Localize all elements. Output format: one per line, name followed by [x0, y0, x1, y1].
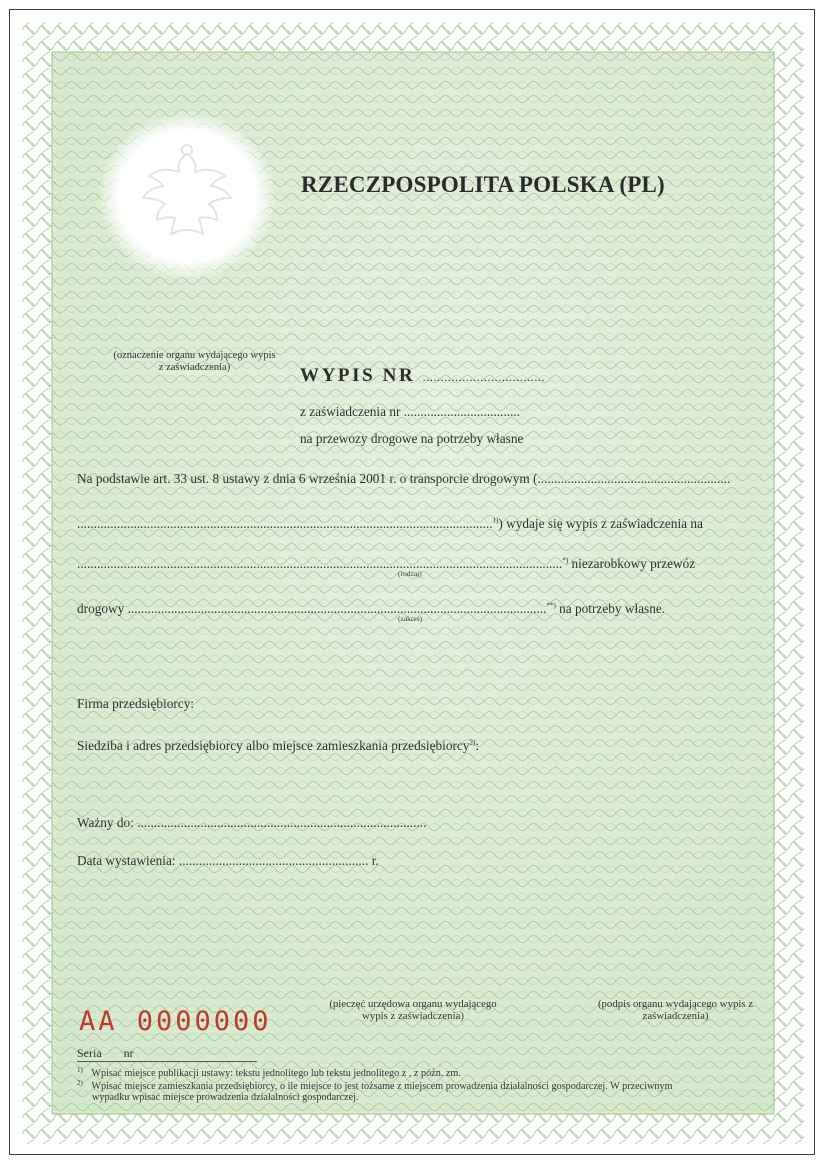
- number-label: nr: [123, 1046, 134, 1060]
- scope-dots: ..............................................................................................................................: [127, 601, 547, 616]
- transport-type-text: niezarobkowy przewóz: [568, 556, 696, 571]
- stamp-note: (pieczęć urzędowa organu wydającego wypis z zaświadczenia): [329, 998, 497, 1022]
- transport-type-dots: ..................................................................................................................................................: [77, 556, 563, 571]
- footnote-ref-1: 1): [492, 516, 499, 525]
- certificate-number-line: z zaświadczenia nr ...................................: [300, 404, 521, 419]
- signature-note: (podpis organu wydającego wypis z zaświadczenia): [597, 998, 754, 1022]
- address-colon: :: [475, 738, 480, 753]
- issuer-note: (oznaczenie organu wydającego wypis z zaświadczenia): [113, 350, 276, 373]
- series-label: Seria: [77, 1046, 102, 1060]
- footnote-2: [77, 1079, 673, 1092]
- eagle-emblem-icon: [98, 112, 276, 280]
- wypis-number-field: ..................................: [422, 370, 546, 384]
- footnote-1: [77, 1066, 461, 1079]
- transport-type-line: [77, 556, 695, 572]
- address-text: Siedziba i adres przedsiębiorcy albo miejsce zamieszkania przedsiębiorcy: [77, 738, 470, 753]
- scope-line: [77, 601, 665, 617]
- footnote-1-text: Wpisać miejsce publikacji ustawy: tekstu jednolitego lub tekstu jednolitego z , z późn. zm.: [91, 1068, 461, 1080]
- company-name-label: Firma przedsiębiorcy:: [77, 696, 195, 711]
- asterisk-ref: *): [562, 556, 569, 565]
- valid-until-field: Ważny do: .......................................................................................: [77, 815, 427, 830]
- scope-text: na potrzeby własne.: [555, 601, 666, 616]
- footnote-2-continued: wypadku wpisać miejsce prowadzenia działalności gospodarczej.: [92, 1092, 359, 1103]
- purpose-line: na przewozy drogowe na potrzeby własne: [300, 431, 524, 446]
- series-line: [77, 1046, 134, 1061]
- serial-number: AA 0000000: [79, 1006, 272, 1037]
- legal-basis-line: Na podstawie art. 33 ust. 8 ustawy z dnia 6 września 2001 r. o transporcie drogowym (..........................................................: [77, 471, 731, 486]
- footnote-2-text: Wpisać miejsce zamieszkania przedsiębiorcy, o ile miejsce to jest tożsame z miejscem prowadzenia działalności gospodarczej. W przeciwnym: [91, 1081, 673, 1093]
- double-asterisk-ref: **): [546, 601, 556, 610]
- zakres-caption: (zakres): [398, 614, 423, 623]
- footnote-2-mark: 2): [77, 1079, 83, 1087]
- wypis-label: WYPIS NR: [300, 365, 416, 386]
- page-title: RZECZPOSPOLITA POLSKA (PL): [301, 172, 665, 197]
- footnote-ref-2: 2): [469, 738, 476, 747]
- issuance-text: ) wydaje się wypis z zaświadczenia na: [498, 516, 703, 531]
- scope-start: drogowy: [77, 601, 128, 616]
- rodzaj-caption: (rodzaj): [398, 569, 422, 578]
- issuance-dots: .............................................................................................................................: [77, 516, 493, 531]
- wypis-heading: [300, 365, 545, 387]
- footnote-1-mark: 1): [77, 1066, 83, 1074]
- address-label: [77, 738, 479, 754]
- series-underline: [77, 1061, 257, 1062]
- issuance-line: [77, 516, 703, 532]
- issue-date-field: Data wystawienia: ......................................................... r.: [77, 853, 379, 868]
